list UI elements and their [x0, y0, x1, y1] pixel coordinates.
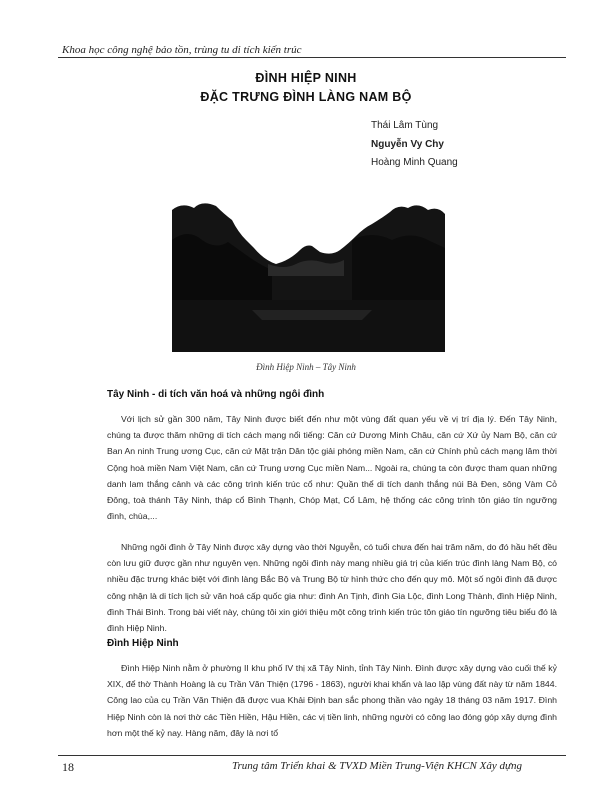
- paragraph-2: Những ngôi đình ở Tây Ninh được xây dựng vào thời Nguyễn, có tuổi chưa đến hai trăm năm, do đó hầu hết đều còn lưu giữ được gần như nguyên vẹn. Những ngôi đình này mang nhiều giá trị của kiến trúc đình làng Nam Bộ, có nhiều đặc trưng khác biệt với đình làng Bắc Bộ và Trung Bộ từ hình thức cho đến quy mô. Một số ngôi đình đã được công nhận là di tích lịch sử văn hoá cấp quốc gia như: đình An Tịnh, đình Gia Lộc, đình Long Thành, đình Hiệp Ninh, đình Thái Bình. Trong bài viết này, chúng tôi xin giới thiệu một công trình kiến trúc tôn giáo tín ngưỡng tiêu biểu đó là đình Hiệp Ninh.: [107, 542, 557, 634]
- footer-publisher: Trung tâm Triển khai & TVXD Miền Trung-Viện KHCN Xây dựng: [232, 760, 522, 772]
- paragraph-1: Với lịch sử gần 300 năm, Tây Ninh được biết đến như một vùng đất quan yếu về vị trí địa lý. Đến Tây Ninh, chúng ta được thăm những di tích cách mạng nổi tiếng: Căn cứ Dương Minh Châu, căn cứ Xứ ủy Nam Bộ, căn cứ Ban An ninh Trung ương Cục, căn cứ Mặt trận Dân tộc giải phóng miền Nam, căn cứ Chính phủ cách mạng lâm thời Cộng hoà miền Nam Việt Nam, căn cứ Trung ương Cục miền Nam... Ngoài ra, chúng ta còn được tham quan những danh lam thắng cảnh và các công trình kiến trúc cổ như: Quần thể di tích danh thắng núi Bà Đen, sông Vàm Cỏ Đông, toà thánh Tây Ninh, tháp cổ Bình Thạnh, Chóp Mạt, Cổ Lâm, hệ thống các công trình tôn giáo tín ngưỡng đình, chùa,...: [107, 414, 557, 522]
- running-header: Khoa học công nghệ bảo tồn, trùng tu di tích kiến trúc: [62, 44, 302, 56]
- header-rule: [58, 57, 566, 58]
- author-1: Thái Lâm Tùng: [371, 120, 439, 131]
- author-2: Nguyễn Vy Chy: [371, 139, 444, 150]
- article-title-line2: ĐẶC TRƯNG ĐÌNH LÀNG NAM BỘ: [200, 90, 412, 104]
- section-heading-2: Đình Hiệp Ninh: [107, 638, 179, 649]
- author-3: Hoàng Minh Quang: [371, 157, 458, 168]
- dinh-hiep-ninh-photo: [172, 200, 445, 352]
- article-title-line1: ĐÌNH HIỆP NINH: [255, 71, 357, 85]
- photo-caption: Đình Hiệp Ninh – Tây Ninh: [256, 362, 356, 372]
- footer-rule: [58, 755, 566, 756]
- paragraph-3: Đình Hiệp Ninh nằm ở phường II khu phố IV thị xã Tây Ninh, tỉnh Tây Ninh. Đình được xây dựng vào cuối thế kỷ XIX, để thờ Thành Hoàng là cụ Trần Văn Thiện (1796 - 1863), người khai khẩn và lao lập vùng đất này từ năm 1844. Công lao của cụ Trần Văn Thiện đã được vua Khải Định ban sắc phong thần vào ngày 18 tháng 03 năm 1917. Đình Hiệp Ninh còn là nơi thờ các Tiền Hiền, Hậu Hiền, các vị tiền linh, những người có công lao đóng góp xây dựng đình hơn một thế kỷ nay. Hàng năm, đây là nơi tổ: [107, 663, 557, 738]
- page-number: 18: [62, 760, 74, 774]
- section-heading-1: Tây Ninh - di tích văn hoá và những ngôi đình: [107, 389, 325, 400]
